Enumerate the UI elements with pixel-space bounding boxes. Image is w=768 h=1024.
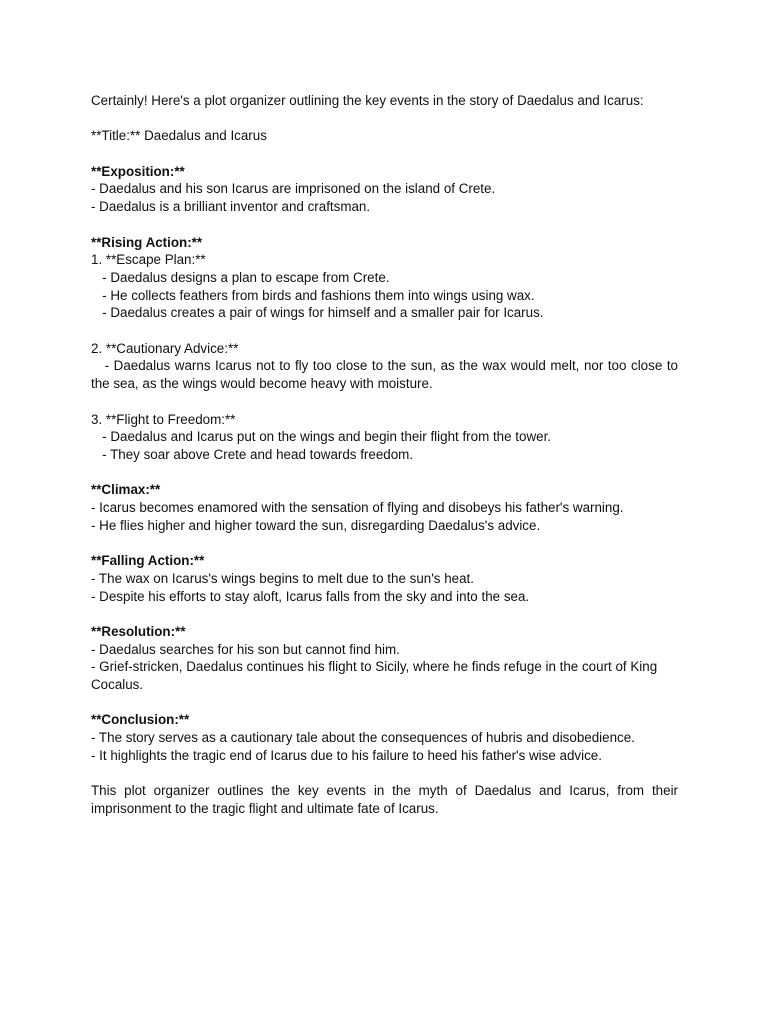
resolution-heading: **Resolution:**: [91, 623, 186, 639]
climax-item: - He flies higher and higher toward the sun, disregarding Daedalus's advice.: [91, 517, 541, 533]
escape-plan-item: - Daedalus designs a plan to escape from Crete.: [91, 269, 390, 285]
cautionary-advice-heading: 2. **Cautionary Advice:**: [91, 340, 239, 356]
conclusion-item: - The story serves as a cautionary tale about the consequences of hubris and disobedience.: [91, 730, 635, 746]
flight-to-freedom-item: - Daedalus and Icarus put on the wings and begin their flight from the tower.: [91, 429, 552, 445]
rising-action-heading: **Rising Action:**: [91, 234, 203, 250]
escape-plan-item: - He collects feathers from birds and fashions them into wings using wax.: [91, 287, 535, 303]
spacer: [91, 110, 678, 128]
conclusion-item: - It highlights the tragic end of Icarus due to his failure to heed his father's wise advice.: [91, 747, 602, 763]
exposition-item: - Daedalus is a brilliant inventor and craftsman.: [91, 199, 371, 215]
flight-to-freedom-item: - They soar above Crete and head towards freedom.: [91, 446, 414, 462]
spacer: [91, 322, 678, 340]
climax-item: - Icarus becomes enamored with the sensation of flying and disobeys his father's warning.: [91, 500, 624, 516]
cautionary-advice-text: - Daedalus warns Icarus not to fly too close to the sun, as the wax would melt, nor too close to the sea, as the wings would become heavy with moisture.: [91, 358, 682, 392]
spacer: [91, 393, 678, 411]
exposition-heading: **Exposition:**: [91, 163, 185, 179]
falling-action-heading: **Falling Action:**: [91, 553, 205, 569]
document-page: [91, 92, 682, 818]
resolution-item: - Daedalus searches for his son but cannot find him.: [91, 641, 400, 657]
flight-to-freedom-heading: 3. **Flight to Freedom:**: [91, 411, 236, 427]
document-title: **Title:** Daedalus and Icarus: [91, 128, 267, 144]
falling-action-item: - The wax on Icarus's wings begins to melt due to the sun's heat.: [91, 570, 474, 586]
spacer: [91, 605, 678, 623]
escape-plan-heading: 1. **Escape Plan:**: [91, 252, 206, 268]
spacer: [91, 765, 678, 783]
spacer: [91, 534, 678, 552]
spacer: [91, 464, 678, 482]
falling-action-item: - Despite his efforts to stay aloft, Icarus falls from the sky and into the sea.: [91, 588, 530, 604]
exposition-item: - Daedalus and his son Icarus are imprisoned on the island of Crete.: [91, 181, 496, 197]
climax-heading: **Climax:**: [91, 482, 161, 498]
spacer: [91, 216, 678, 234]
resolution-item: - Grief-stricken, Daedalus continues his flight to Sicily, where he finds refuge in the court of King Cocalus.: [91, 659, 661, 693]
spacer: [91, 694, 678, 712]
spacer: [91, 145, 678, 163]
conclusion-heading: **Conclusion:**: [91, 712, 190, 728]
intro-text: Certainly! Here's a plot organizer outlining the key events in the story of Daedalus and Icarus:: [91, 93, 644, 108]
escape-plan-item: - Daedalus creates a pair of wings for himself and a smaller pair for Icarus.: [91, 305, 544, 321]
closing-paragraph: This plot organizer outlines the key events in the myth of Daedalus and Icarus, from their imprisonment to the tragic flight and ultimate fate of Icarus.: [91, 783, 682, 816]
